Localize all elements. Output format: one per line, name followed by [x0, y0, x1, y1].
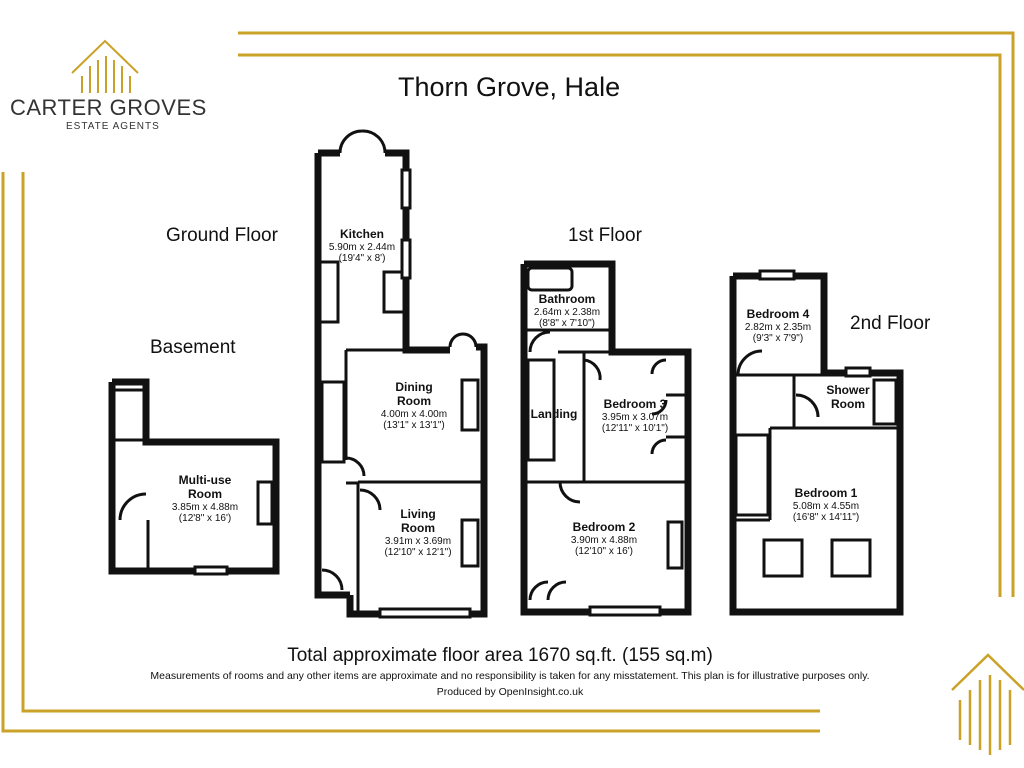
room-name: Kitchen [339, 227, 384, 241]
room-dims: 5.08m x 4.55m [792, 500, 860, 512]
brand-tagline: ESTATE AGENTS [66, 121, 160, 132]
room-dims: 3.91m x 3.69m [384, 535, 452, 547]
second-stairs [736, 435, 768, 515]
first-door-swing-2 [584, 360, 600, 380]
second-skylight-2 [832, 540, 870, 576]
room-dims: 3.90m x 4.88m [570, 534, 638, 546]
basement-stairs [114, 390, 144, 440]
ground-wall-4 [406, 278, 450, 350]
room-landing [526, 408, 582, 422]
disclaimer: Measurements of rooms and any other items are approximate and no responsibility is taken for any misstatement. This plan is for illustrative purposes only. [150, 670, 870, 682]
room-dims-imperial: (12'8" x 16') [178, 513, 232, 525]
room-bedroom-1 [776, 487, 876, 524]
floor-label-basement: Basement [150, 337, 236, 358]
room-dims-imperial: (13'1" x 13'1") [383, 420, 445, 432]
first-door-swing-5 [548, 582, 566, 600]
floor-label-first: 1st Floor [568, 225, 642, 246]
room-dims-imperial: (12'10" x 12'1") [384, 547, 452, 559]
second-door-swing [738, 351, 762, 375]
kitchen-counter [320, 262, 338, 322]
produced-by: Produced by OpenInsight.co.uk [436, 686, 584, 698]
ground-door-swing-3 [322, 570, 342, 590]
room-dims: 2.64m x 2.38m [533, 306, 601, 318]
room-name: Multi-use Room [178, 473, 232, 501]
room-dims-imperial: (9'3" x 7'9") [752, 333, 804, 345]
first-door-swing-3 [560, 482, 580, 502]
floor-label-ground: Ground Floor [166, 225, 278, 246]
room-dims-imperial: (12'11" x 10'1") [601, 423, 669, 435]
dining-french-doors [450, 334, 476, 347]
room-bedroom-2 [556, 521, 652, 558]
bed2-fireplace [668, 522, 682, 568]
room-name: Shower Room [826, 383, 870, 411]
basement-window [195, 567, 227, 574]
shower-window [846, 368, 870, 376]
room-dining [364, 381, 464, 432]
bed2-window [590, 607, 660, 615]
dining-fireplace [462, 380, 478, 430]
room-bedroom-3 [590, 398, 680, 435]
ground-door-swing-2 [360, 490, 380, 510]
second-skylight-1 [764, 540, 802, 576]
room-multi-use [146, 474, 264, 525]
room-dims: 3.95m x 3.07m [601, 411, 669, 423]
room-shower [812, 384, 884, 412]
ground-wall-2 [385, 153, 406, 170]
room-name: Bedroom 4 [746, 307, 810, 321]
brand-name: CARTER GROVES [10, 95, 207, 120]
room-name: Bedroom 1 [794, 486, 858, 500]
room-dims-imperial: (8'8" x 7'10") [539, 318, 595, 330]
room-bathroom [522, 293, 612, 330]
room-dims: 5.90m x 2.44m [328, 241, 396, 253]
room-dims: 2.82m x 2.35m [744, 321, 812, 333]
room-dims: 4.00m x 4.00m [380, 408, 448, 420]
first-door-swing-4 [530, 582, 548, 600]
room-name: Dining Room [395, 380, 433, 408]
living-window [380, 609, 470, 617]
ground-stairs [322, 382, 344, 462]
basement-door [120, 494, 146, 520]
room-name: Landing [530, 407, 578, 421]
kitchen-french-doors [340, 131, 385, 153]
bed4-window [760, 271, 794, 279]
first-bath-tub [528, 268, 572, 290]
floor-label-second: 2nd Floor [850, 313, 931, 334]
room-name: Bathroom [538, 292, 596, 306]
room-dims-imperial: (12'10" x 16') [575, 546, 633, 558]
room-name: Living Room [400, 507, 436, 535]
room-dims-imperial: (19'4" x 8') [338, 253, 386, 265]
room-name: Bedroom 2 [572, 520, 636, 534]
room-name: Bedroom 3 [603, 397, 667, 411]
ground-door-swing [346, 458, 364, 476]
room-bedroom-4 [734, 308, 822, 345]
room-dims: 3.85m x 4.88m [171, 501, 239, 513]
room-dims-imperial: (16'8" x 14'11") [792, 512, 860, 524]
kitchen-window [402, 170, 410, 208]
first-door-swing [530, 332, 550, 352]
page-title: Thorn Grove, Hale [398, 72, 621, 102]
room-kitchen [312, 228, 412, 265]
total-area: Total approximate floor area 1670 sq.ft. (155 sq.m) [287, 645, 713, 666]
room-living [368, 508, 468, 559]
